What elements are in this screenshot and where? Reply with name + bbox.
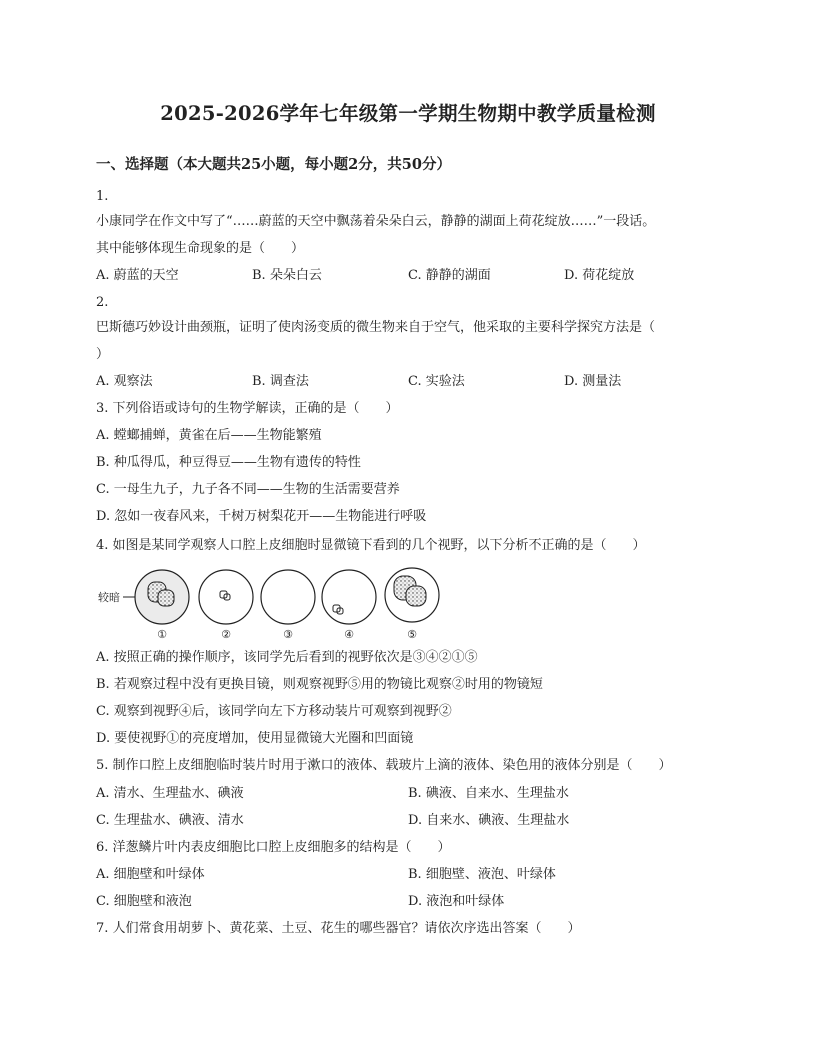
section-heading: 一、选择题（本大题共25小题，每小题2分，共50分） xyxy=(96,156,451,173)
option-c: C. 细胞壁和液泡 xyxy=(96,894,192,909)
page-title: 2025-2026学年七年级第一学期生物期中教学质量检测 xyxy=(160,102,656,125)
option-b: B. 种瓜得瓜，种豆得豆——生物有遗传的特性 xyxy=(96,455,361,470)
option-c: C. 生理盐水、碘液、清水 xyxy=(96,813,244,828)
option-a: A. 螳螂捕蝉，黄雀在后——生物能繁殖 xyxy=(96,428,322,443)
field-number: ① xyxy=(157,628,167,641)
option-b: B. 调查法 xyxy=(252,374,309,389)
option-c: C. 一母生九子，九子各不同——生物的生活需要营养 xyxy=(96,482,400,497)
field-number: ③ xyxy=(283,628,293,641)
option-d: D. 荷花绽放 xyxy=(564,268,635,283)
option-b: B. 碘液、自来水、生理盐水 xyxy=(408,786,569,801)
question-number: 2. xyxy=(96,295,109,310)
option-d: D. 测量法 xyxy=(564,374,622,389)
option-d: D. 要使视野①的亮度增加，使用显微镜大光圈和凹面镜 xyxy=(96,731,414,746)
option-d: D. 液泡和叶绿体 xyxy=(408,894,505,909)
question-number: 1. xyxy=(96,189,109,204)
field-number: ⑤ xyxy=(407,628,417,641)
field-number: ④ xyxy=(344,628,354,641)
microscope-fields-figure xyxy=(96,564,456,644)
field-4 xyxy=(322,570,376,624)
question-stem: 3. 下列俗语或诗句的生物学解读，正确的是（ ） xyxy=(96,401,399,416)
question-stem: 其中能够体现生命现象的是（ ） xyxy=(96,241,305,256)
question-stem: 小康同学在作文中写了“……蔚蓝的天空中飘荡着朵朵白云，静静的湖面上荷花绽放……”一段话。 xyxy=(96,214,656,229)
question-stem: 6. 洋葱鳞片叶内表皮细胞比口腔上皮细胞多的结构是（ ） xyxy=(96,840,451,855)
option-b: B. 细胞壁、液泡、叶绿体 xyxy=(408,867,556,882)
option-c: C. 静静的湖面 xyxy=(408,268,491,283)
option-a: A. 观察法 xyxy=(96,374,153,389)
option-a: A. 按照正确的操作顺序，该同学先后看到的视野依次是③④②①⑤ xyxy=(96,650,478,665)
question-stem: 4. 如图是某同学观察人口腔上皮细胞时显微镜下看到的几个视野，以下分析不正确的是（ ） xyxy=(96,538,646,553)
option-a: A. 清水、生理盐水、碘液 xyxy=(96,786,244,801)
option-a: A. 细胞壁和叶绿体 xyxy=(96,867,205,882)
field-number: ② xyxy=(221,628,231,641)
option-c: C. 观察到视野④后，该同学向左下方移动装片可观察到视野② xyxy=(96,704,452,719)
option-d: D. 忽如一夜春风来，千树万树梨花开——生物能进行呼吸 xyxy=(96,509,427,524)
field-1 xyxy=(135,570,189,624)
question-stem: 5. 制作口腔上皮细胞临时装片时用于漱口的液体、载玻片上滴的液体、染色用的液体分别是（ ） xyxy=(96,758,672,773)
question-stem: 巴斯德巧妙设计曲颈瓶，证明了使肉汤变质的微生物来自于空气，他采取的主要科学探究方法是（ xyxy=(96,320,656,335)
option-d: D. 自来水、碘液、生理盐水 xyxy=(408,813,570,828)
option-b: B. 朵朵白云 xyxy=(252,268,322,283)
field-3 xyxy=(261,570,315,624)
figure-label: 较暗 xyxy=(98,591,120,604)
option-c: C. 实验法 xyxy=(408,374,465,389)
field-2 xyxy=(199,570,253,624)
option-b: B. 若观察过程中没有更换目镜，则观察视野⑤用的物镜比观察②时用的物镜短 xyxy=(96,677,543,692)
question-stem: 7. 人们常食用胡萝卜、黄花菜、土豆、花生的哪些器官？请依次序选出答案（ ） xyxy=(96,921,581,936)
question-stem: ） xyxy=(96,347,110,362)
field-5 xyxy=(385,568,439,622)
option-a: A. 蔚蓝的天空 xyxy=(96,268,179,283)
